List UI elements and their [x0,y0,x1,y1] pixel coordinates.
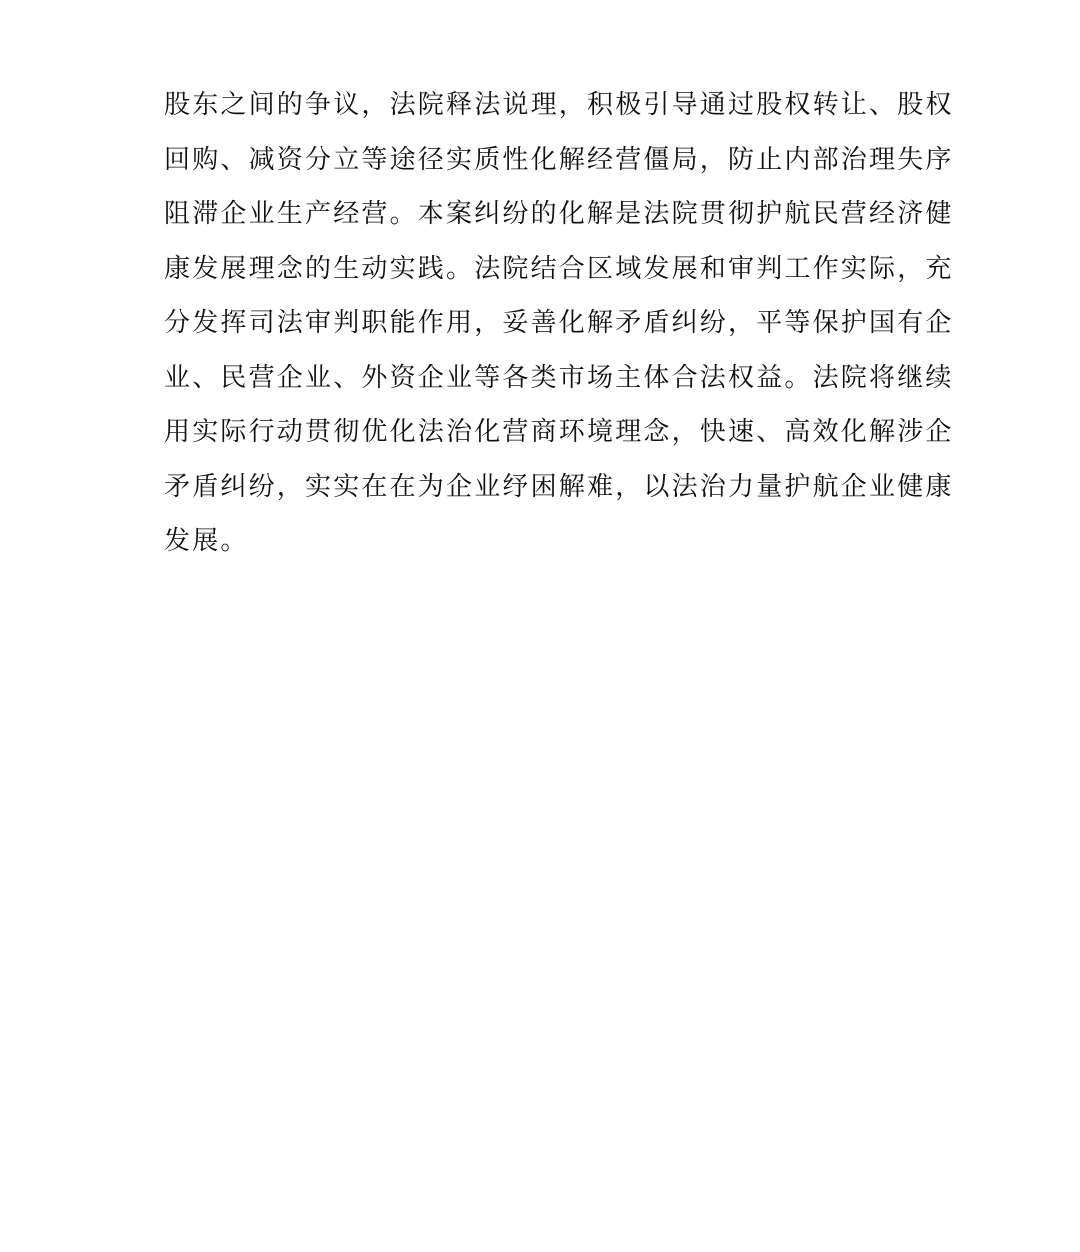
paragraph-line: 阻滞企业生产经营。本案纠纷的化解是法院贯彻护航民营经济健 [164,199,954,229]
paragraph-line: 分发挥司法审判职能作用，妥善化解矛盾纠纷，平等保护国有企 [164,308,954,338]
paragraph-line: 康发展理念的生动实践。法院结合区域发展和审判工作实际，充 [164,253,954,284]
body-paragraph [164,78,954,569]
paragraph-line: 矛盾纠纷，实实在在为企业纾困解难，以法治力量护航企业健康 [164,471,954,502]
paragraph-line: 用实际行动贯彻优化法治化营商环境理念，快速、高效化解涉企 [164,417,954,447]
paragraph-line: 股东之间的争议，法院释法说理，积极引导通过股权转让、股权 [164,90,954,120]
paragraph-line: 发展。 [164,526,249,556]
paragraph-line: 回购、减资分立等途径实质性化解经营僵局，防止内部治理失序 [164,144,954,175]
paragraph-line: 业、民营企业、外资企业等各类市场主体合法权益。法院将继续 [164,362,954,393]
